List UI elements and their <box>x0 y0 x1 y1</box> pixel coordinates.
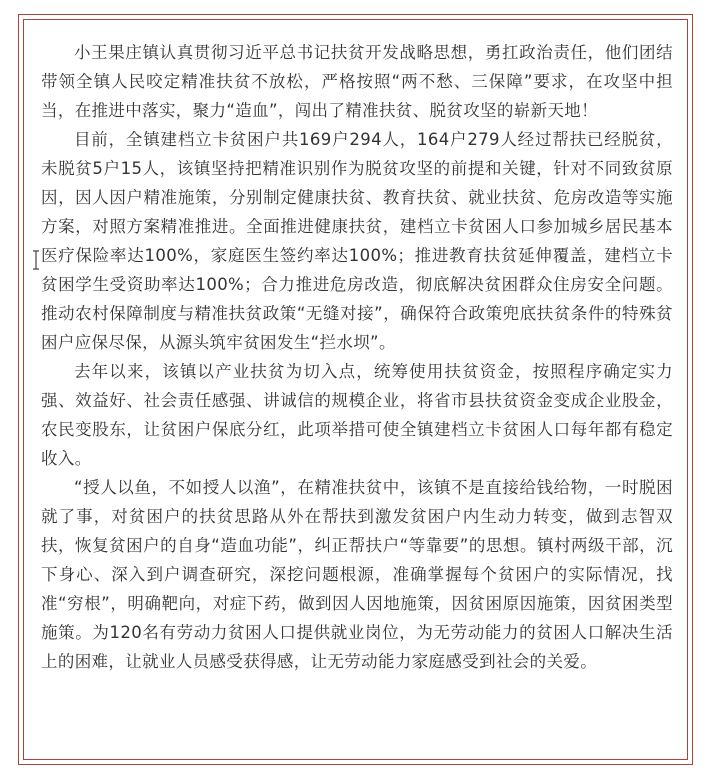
paragraph-2: 目前，全镇建档立卡贫困户共169户294人，164户279人经过帮扶已经脱贫，未脱贫5户15人，该镇坚持把精准识别作为脱贫攻坚的前提和关键，针对不同致贫原因，因人因户精准施策，分别制定健康扶贫、教育扶贫、就业扶贫、危房改造等实施方案，对照方案精准推进。全面推进健康扶贫，建档立卡贫困人口参加城乡居民基本医疗保险率达100%，家庭医生签约率达100%；推进教育扶贫延伸覆盖，建档立卡贫困学生受资助率达100%；合力推进危房改造，彻底解决贫困群众住房安全问题。推动农村保障制度与精准扶贫政策“无缝对接”，确保符合政策兜底扶贫条件的特殊贫困户应保尽保，从源头筑牢贫困发生“拦水坝”。 <box>41 130 673 352</box>
paragraph-1: 小王果庄镇认真贯彻习近平总书记扶贫开发战略思想，勇扛政治责任，他们团结带领全镇人民咬定精准扶贫不放松，严格按照“两不愁、三保障”要求，在攻坚中担当，在推进中落实，聚力“造血”，闯出了精准扶贫、脱贫攻坚的崭新天地！ <box>41 43 673 120</box>
text-cursor-icon <box>32 250 40 270</box>
paragraph-4: “授人以鱼，不如授人以渔”，在精准扶贫中，该镇不是直接给钱给物，一时脱困就了事，对贫困户的扶贫思路从外在帮扶到激发贫困户内生动力转变，做到志智双扶，恢复贫困户的自身“造血功能”，纠正帮扶户“等靠要”的思想。镇村两级干部，沉下身心、深入到户调查研究，深挖问题根源，准确掌握每个贫困户的实际情况，找准“穷根”，明确靶向，对症下药，做到因人因地施策，因贫困原因施策，因贫困类型施策。为120名有劳动力贫困人口提供就业岗位，为无劳动能力的贫困人口解决生活上的困难，让就业人员感受获得感，让无劳动能力家庭感受到社会的关爱。 <box>41 478 673 671</box>
ibeam-cursor-icon <box>32 250 40 270</box>
article-body <box>41 38 673 676</box>
paragraph-3: 去年以来，该镇以产业扶贫为切入点，统筹使用扶贫资金，按照程序确定实力强、效益好、社会责任感强、讲诚信的规模企业，将省市县扶贫资金变成企业股金，农民变股东，让贫困户保底分红，此项举措可使全镇建档立卡贫困人口每年都有稳定收入。 <box>41 362 673 468</box>
